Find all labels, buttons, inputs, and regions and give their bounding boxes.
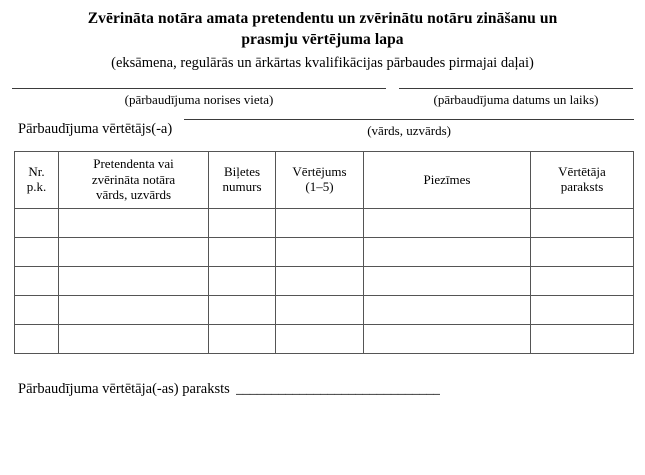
exam-place-field[interactable] — [12, 88, 386, 108]
table-cell-name[interactable] — [59, 266, 209, 295]
table-cell-grade[interactable] — [276, 295, 364, 324]
column-header-candidate-name — [59, 152, 209, 209]
document-title-block — [0, 0, 645, 74]
table-cell-ticket[interactable] — [209, 324, 276, 353]
column-header-nr-line-2: p.k. — [26, 179, 47, 195]
table-row — [15, 266, 634, 295]
column-header-candidate-name-line-1: Pretendenta vai — [93, 156, 174, 171]
table-cell-name[interactable] — [59, 208, 209, 237]
table-row — [15, 237, 634, 266]
column-header-evaluator-signature-line-1: Vērtētāja — [558, 163, 606, 179]
table-cell-notes[interactable] — [364, 295, 531, 324]
table-cell-notes[interactable] — [364, 237, 531, 266]
table-cell-signature[interactable] — [531, 295, 634, 324]
column-header-evaluator-signature — [531, 152, 634, 209]
evaluator-name-field[interactable] — [184, 119, 634, 139]
table-cell-signature[interactable] — [531, 237, 634, 266]
table-cell-notes[interactable] — [364, 266, 531, 295]
column-header-nr-line-1: Nr. — [28, 163, 45, 179]
assessment-table-wrapper — [0, 151, 645, 354]
table-row — [15, 324, 634, 353]
column-header-notes — [364, 152, 531, 209]
table-cell-ticket[interactable] — [209, 237, 276, 266]
table-cell-nr[interactable] — [15, 295, 59, 324]
exam-datetime-caption: (pārbaudījuma datums un laiks) — [433, 92, 599, 107]
table-cell-grade[interactable] — [276, 266, 364, 295]
table-cell-ticket[interactable] — [209, 208, 276, 237]
page-subtitle: (eksāmena, regulārās un ārkārtas kvalifikācijas pārbaudes pirmajai daļai) — [111, 55, 534, 71]
table-cell-signature[interactable] — [531, 208, 634, 237]
table-cell-grade[interactable] — [276, 208, 364, 237]
column-header-ticket-number — [209, 152, 276, 209]
table-cell-ticket[interactable] — [209, 295, 276, 324]
column-header-grade-line-1: Vērtējums — [292, 163, 347, 179]
table-cell-grade[interactable] — [276, 324, 364, 353]
header-fields-row — [0, 88, 645, 108]
table-cell-notes[interactable] — [364, 208, 531, 237]
table-cell-signature[interactable] — [531, 266, 634, 295]
assessment-table-body — [15, 208, 634, 353]
column-header-grade-line-2: (1–5) — [305, 179, 334, 195]
table-row — [15, 295, 634, 324]
column-header-ticket-number-line-2: numurs — [222, 179, 262, 195]
assessment-table-head — [15, 152, 634, 209]
page-title-line-1: Zvērināta notāra amata pretendentu un zvērinātu notāru zināšanu un — [87, 10, 558, 27]
table-cell-ticket[interactable] — [209, 266, 276, 295]
table-cell-grade[interactable] — [276, 237, 364, 266]
table-cell-notes[interactable] — [364, 324, 531, 353]
footer-signature-label: Pārbaudījuma vērtētāja(-as) paraksts — [18, 380, 230, 397]
table-cell-name[interactable] — [59, 324, 209, 353]
column-header-notes-line-1: Piezīmes — [423, 171, 471, 187]
column-header-nr — [15, 152, 59, 209]
table-cell-nr[interactable] — [15, 208, 59, 237]
footer-signature-row — [0, 380, 645, 398]
column-header-candidate-name-line-2: zvērināta notāra — [91, 171, 176, 187]
column-header-grade — [276, 152, 364, 209]
exam-datetime-field[interactable] — [399, 88, 633, 108]
table-cell-name[interactable] — [59, 295, 209, 324]
table-cell-name[interactable] — [59, 237, 209, 266]
column-header-candidate-name-line-3: vārds, uzvārds — [95, 187, 172, 202]
page-title-line-2: prasmju vērtējuma lapa — [241, 31, 404, 48]
column-header-evaluator-signature-line-2: paraksts — [560, 179, 604, 195]
assessment-table — [14, 151, 634, 354]
table-cell-signature[interactable] — [531, 324, 634, 353]
evaluator-name-caption: (vārds, uzvārds) — [367, 123, 451, 138]
table-row — [15, 208, 634, 237]
evaluator-label: Pārbaudījuma vērtētājs(-a) — [18, 121, 173, 137]
evaluator-name-row — [0, 119, 645, 139]
table-cell-nr[interactable] — [15, 324, 59, 353]
column-header-ticket-number-line-1: Biļetes — [223, 163, 261, 179]
footer-signature-line[interactable]: _____________________________ — [235, 380, 441, 397]
table-cell-nr[interactable] — [15, 266, 59, 295]
exam-place-caption: (pārbaudījuma norises vieta) — [124, 92, 274, 107]
table-cell-nr[interactable] — [15, 237, 59, 266]
table-header-row — [15, 152, 634, 209]
